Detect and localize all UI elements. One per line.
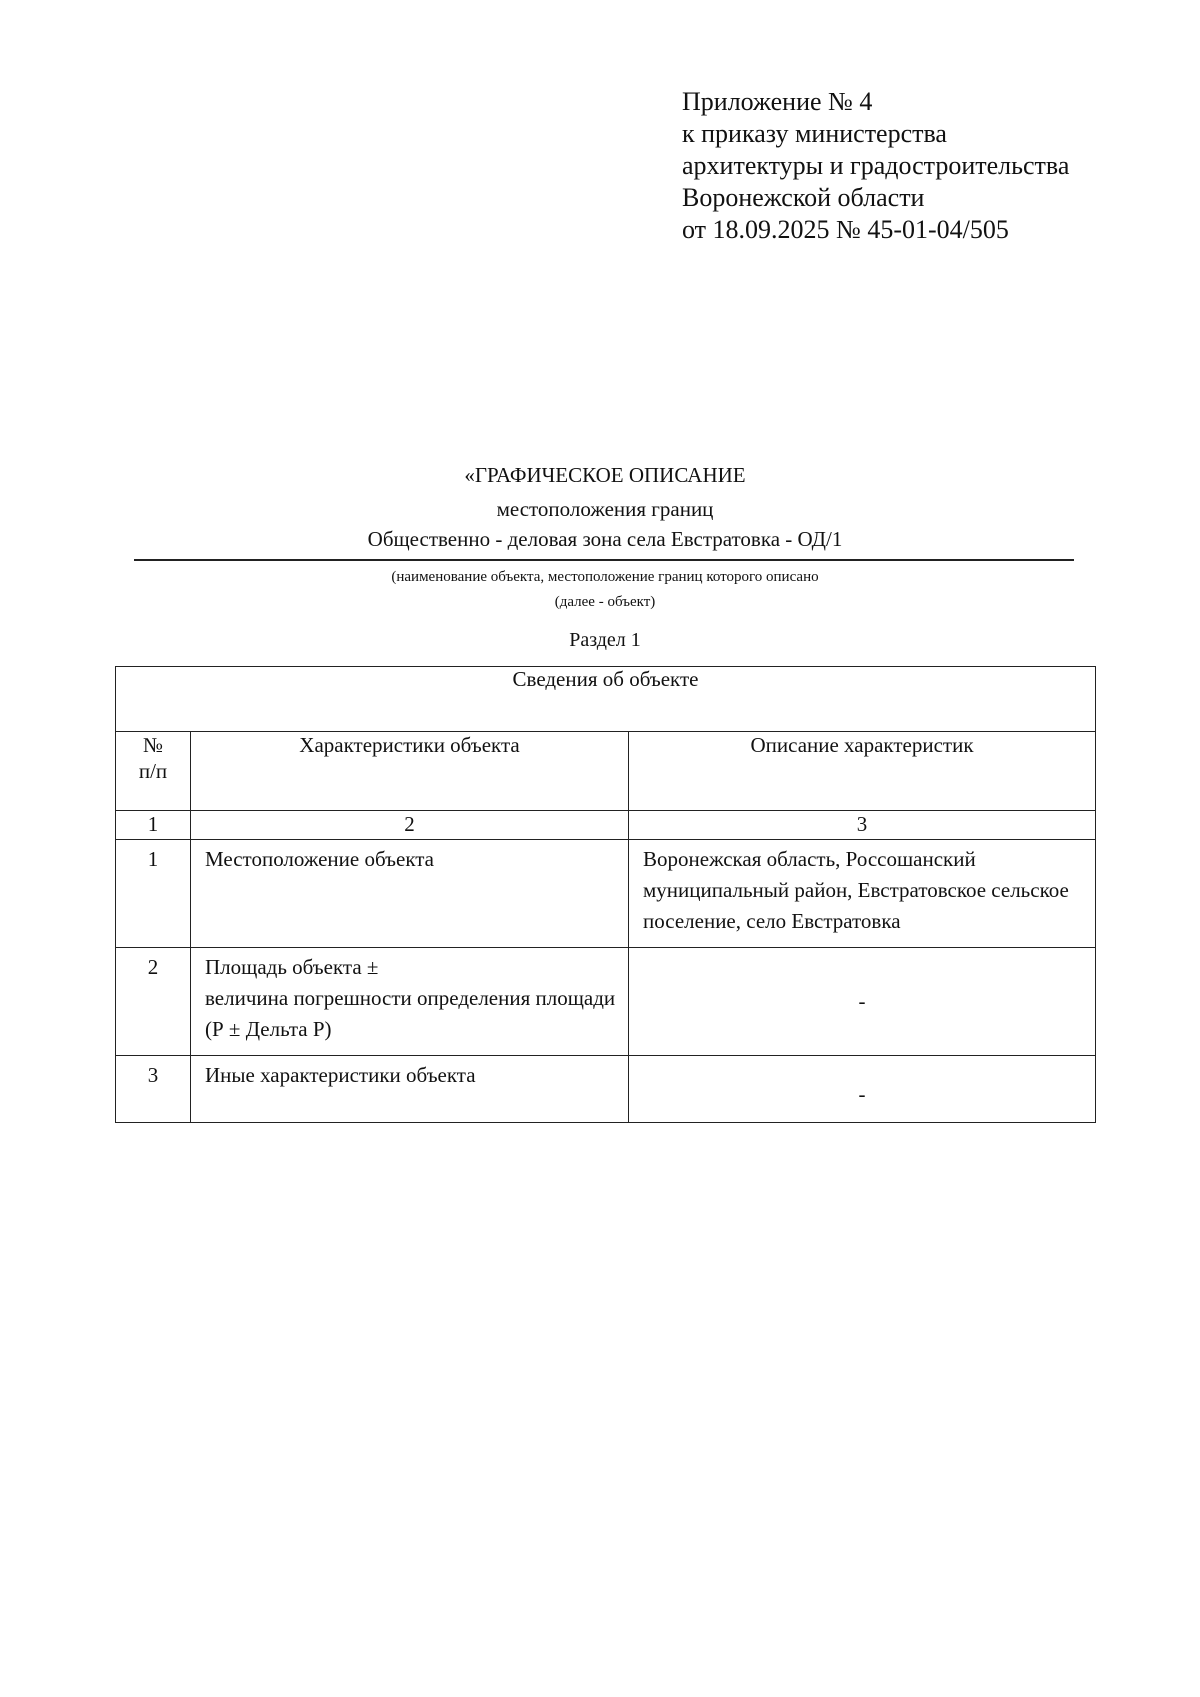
column-number-3: 3 xyxy=(629,811,1096,840)
appendix-line-3: архитектуры и градостроительства xyxy=(682,151,1070,180)
table-caption-row xyxy=(116,667,1096,732)
row-num: 3 xyxy=(116,1056,191,1123)
table-row xyxy=(116,948,1096,1056)
header-description: Описание характеристик xyxy=(629,732,1096,811)
object-name-note xyxy=(0,565,1200,615)
document-subtitle: местоположения границ xyxy=(496,497,714,521)
row-characteristic xyxy=(191,840,629,948)
appendix-line-5: от 18.09.2025 № 45-01-04/505 xyxy=(682,215,1009,244)
row-characteristic-text: Иные характеристики объекта xyxy=(205,1063,476,1087)
row-num: 1 xyxy=(116,840,191,948)
object-name: Общественно - деловая зона села Евстратовка - ОД/1 xyxy=(367,527,843,551)
row-characteristic xyxy=(191,948,629,1056)
column-number-2: 2 xyxy=(191,811,629,840)
appendix-line-4: Воронежской области xyxy=(682,183,925,212)
column-number-1: 1 xyxy=(116,811,191,840)
row-description xyxy=(629,840,1096,948)
row-characteristic-text: Площадь объекта ± величина погрешности определения площади (Р ± Дельта Р) xyxy=(205,955,616,1041)
table-row xyxy=(116,840,1096,948)
header-characteristic: Характеристики объекта xyxy=(191,732,629,811)
appendix-line-1: Приложение № 4 xyxy=(682,87,873,116)
row-description: - xyxy=(629,948,1096,1056)
object-info-table xyxy=(115,666,1096,1123)
object-name-underline xyxy=(134,559,1074,561)
row-num: 2 xyxy=(116,948,191,1056)
row-description: - xyxy=(629,1056,1096,1123)
document-title-block xyxy=(0,460,1200,554)
column-number-row xyxy=(116,811,1096,840)
note-line-2: (далее - объект) xyxy=(554,594,656,610)
table-row xyxy=(116,1056,1096,1123)
row-description-text: Воронежская область, Россошанский муниципальный район, Евстратовское сельское поселение, село Евстратовка xyxy=(643,847,1069,933)
row-characteristic-text: Местоположение объекта xyxy=(205,847,435,871)
note-line-1: (наименование объекта, местоположение границ которого описано xyxy=(391,569,819,585)
section-label: Раздел 1 xyxy=(569,629,641,651)
row-characteristic xyxy=(191,1056,629,1123)
table-header-row xyxy=(116,732,1096,811)
table-caption: Сведения об объекте xyxy=(116,667,1096,732)
appendix-line-2: к приказу министерства xyxy=(682,119,947,148)
appendix-header xyxy=(682,86,1069,246)
document-title: «ГРАФИЧЕСКОЕ ОПИСАНИЕ xyxy=(464,463,746,487)
header-num: № п/п xyxy=(116,732,191,811)
